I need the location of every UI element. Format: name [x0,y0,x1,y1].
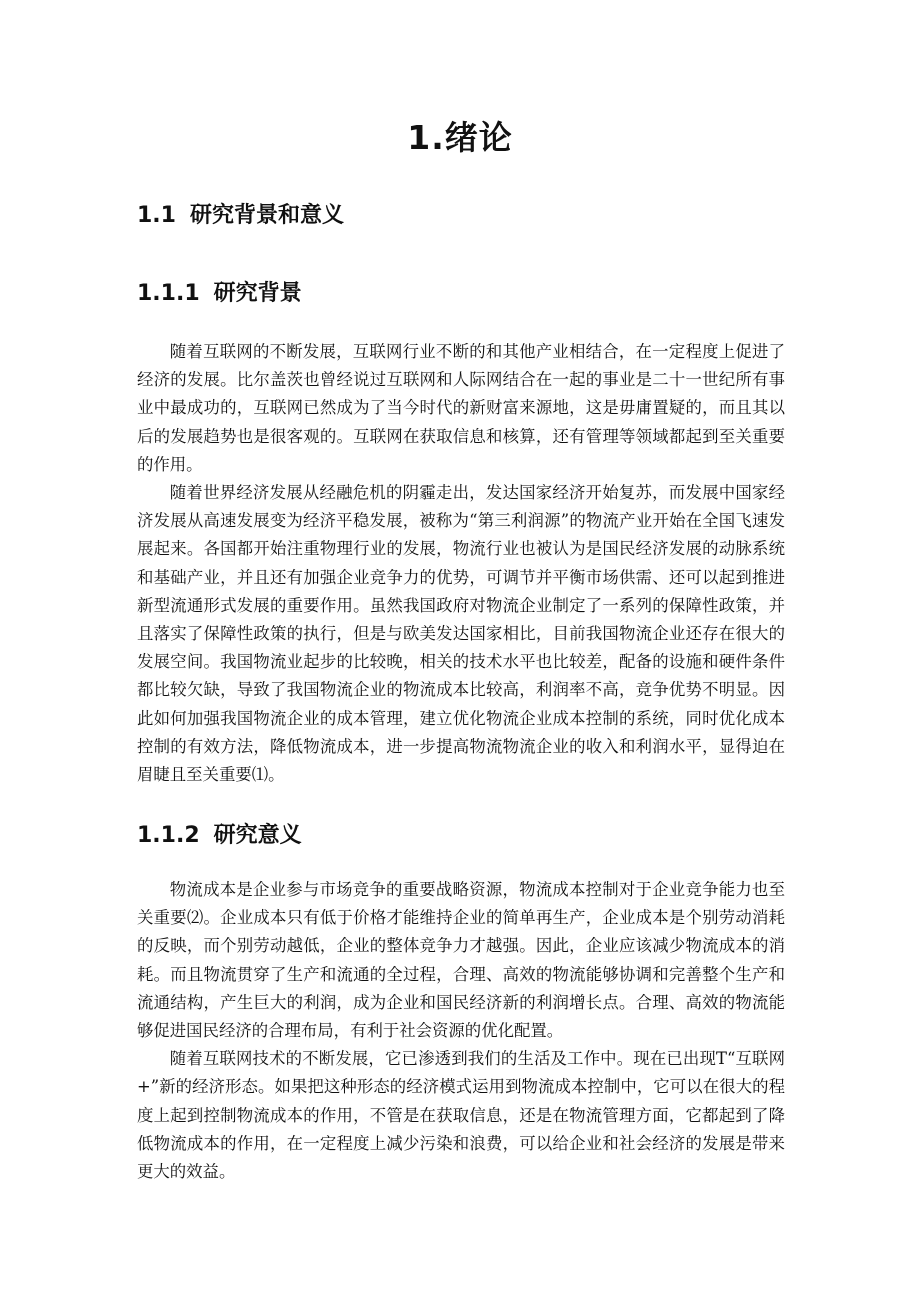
section-number: 1.1.2 [137,823,200,848]
section-heading-1-1 [137,198,344,229]
research-significance-body [137,876,785,1186]
paragraph: 随着互联网的不断发展，互联网行业不断的和其他产业相结合，在一定程度上促进了经济的发展。比尔盖茨也曾经说过互联网和人际网结合在一起的事业是二十一世纪所有事业中最成功的，互联网已然成为了当今时代的新财富来源地，这是毋庸置疑的，而且其以后的发展趋势也是很客观的。互联网在获取信息和核算，还有管理等领域都起到至关重要的作用。 [137,342,785,474]
section-title: 研究背景 [213,281,302,306]
section-title: 研究背景和意义 [189,203,344,228]
section-number: 1.1 [137,203,176,228]
research-background-body [137,338,785,789]
section-heading-1-1-1 [137,276,302,307]
paragraph: 随着世界经济发展从经融危机的阴霾走出，发达国家经济开始复苏，而发展中国家经济发展从高速发展变为经济平稳发展，被称为“第三利润源”的物流产业开始在全国飞速发展起来。各国都开始注重物理行业的发展，物流行业也被认为是国民经济发展的动脉系统和基础产业，并且还有加强企业竞争力的优势，可调节并平衡市场供需、还可以起到推进新型流通形式发展的重要作用。虽然我国政府对物流企业制定了一系列的保障性政策，并且落实了保障性政策的执行，但是与欧美发达国家相比，目前我国物流企业还存在很大的发展空间。我国物流业起步的比较晚，相关的技术水平也比较差，配备的设施和硬件条件都比较欠缺，导致了我国物流企业的物流成本比较高，利润率不高，竞争优势不明显。因此如何加强我国物流企业的成本管理，建立优化物流企业成本控制的系统，同时优化成本控制的有效方法，降低物流成本，进一步提高物流物流企业的收入和利润水平，显得迫在眉睫且至关重要⑴。 [137,483,785,785]
section-number: 1.1.1 [137,281,200,306]
section-title: 研究意义 [213,823,302,848]
paragraph: 随着互联网技术的不断发展，它已渗透到我们的生活及工作中。现在已出现T“互联网+”新的经济形态。如果把这种形态的经济模式运用到物流成本控制中，它可以在很大的程度上起到控制物流成本的作用，不管是在获取信息，还是在物流管理方面，它都起到了降低物流成本的作用，在一定程度上减少污染和浪费，可以给企业和社会经济的发展是带来更大的效益。 [137,1049,785,1182]
section-heading-1-1-2 [137,818,302,849]
chapter-title: 1.绪论 [407,118,513,157]
paragraph: 物流成本是企业参与市场竞争的重要战略资源，物流成本控制对于企业竞争能力也至关重要⑵。企业成本只有低于价格才能维持企业的简单再生产，企业成本是个别劳动消耗的反映，而个别劳动越低，企业的整体竞争力才越强。因此，企业应该减少物流成本的消耗。而且物流贯穿了生产和流通的全过程，合理、高效的物流能够协调和完善整个生产和流通结构，产生巨大的利润，成为企业和国民经济新的利润增长点。合理、高效的物流能够促进国民经济的合理布局，有利于社会资源的优化配置。 [137,880,785,1041]
